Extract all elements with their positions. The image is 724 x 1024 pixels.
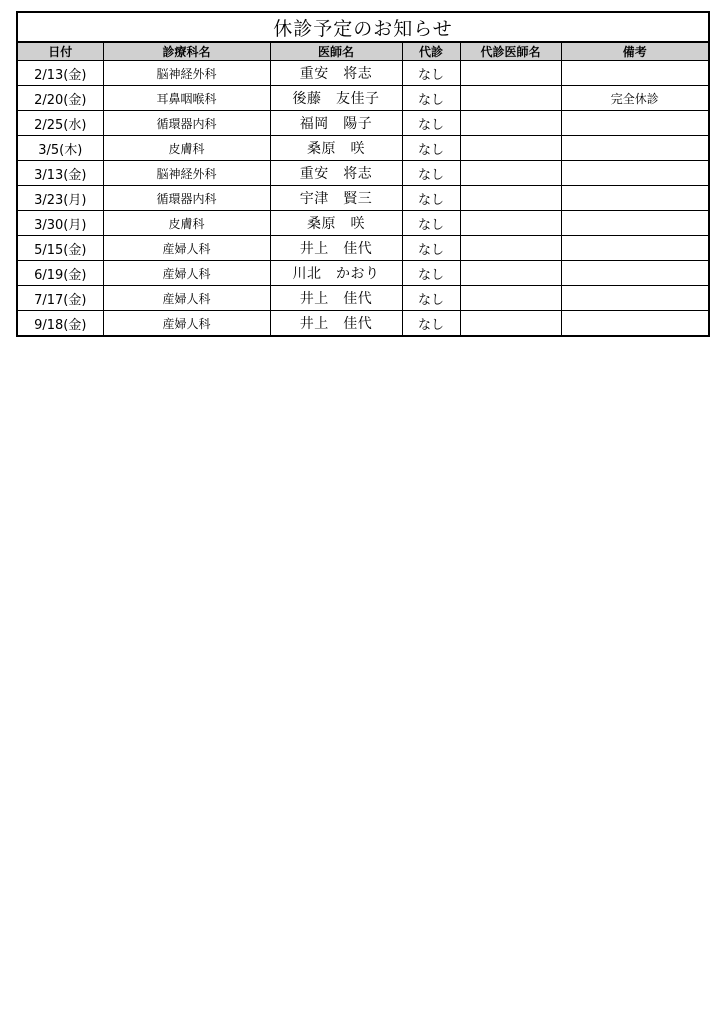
date-cell: 5/15(金) (17, 236, 103, 261)
notes-cell (561, 136, 709, 161)
substitute-doctor-cell (460, 161, 561, 186)
doctor-cell: 桑原 咲 (270, 136, 402, 161)
notes-cell (561, 111, 709, 136)
doctor-cell: 井上 佳代 (270, 311, 402, 337)
doctor-cell: 福岡 陽子 (270, 111, 402, 136)
notes-cell (561, 286, 709, 311)
table-header-row (17, 42, 709, 61)
substitute-cell: なし (402, 211, 460, 236)
table-row (17, 236, 709, 261)
substitute-cell: なし (402, 111, 460, 136)
column-header-doctor: 医師名 (270, 42, 402, 61)
table-row (17, 311, 709, 337)
notes-cell (561, 261, 709, 286)
date-cell: 3/23(月) (17, 186, 103, 211)
notes-cell (561, 311, 709, 337)
date-cell: 6/19(金) (17, 261, 103, 286)
substitute-cell: なし (402, 136, 460, 161)
date-cell: 9/18(金) (17, 311, 103, 337)
substitute-doctor-cell (460, 136, 561, 161)
table-row (17, 61, 709, 86)
substitute-doctor-cell (460, 86, 561, 111)
table-row (17, 86, 709, 111)
department-cell: 産婦人科 (103, 311, 270, 337)
doctor-cell: 重安 将志 (270, 61, 402, 86)
substitute-doctor-cell (460, 236, 561, 261)
column-header-substitute-doctor: 代診医師名 (460, 42, 561, 61)
department-cell: 皮膚科 (103, 211, 270, 236)
notes-cell (561, 61, 709, 86)
substitute-cell: なし (402, 161, 460, 186)
table-row (17, 111, 709, 136)
column-header-notes: 備考 (561, 42, 709, 61)
closure-schedule-table (16, 11, 710, 337)
department-cell: 産婦人科 (103, 286, 270, 311)
date-cell: 2/13(金) (17, 61, 103, 86)
doctor-cell: 後藤 友佳子 (270, 86, 402, 111)
substitute-doctor-cell (460, 111, 561, 136)
department-cell: 脳神経外科 (103, 61, 270, 86)
notes-cell (561, 186, 709, 211)
schedule-sheet (16, 11, 708, 337)
doctor-cell: 宇津 賢三 (270, 186, 402, 211)
department-cell: 皮膚科 (103, 136, 270, 161)
notes-cell (561, 236, 709, 261)
substitute-cell: なし (402, 286, 460, 311)
substitute-cell: なし (402, 236, 460, 261)
date-cell: 2/25(水) (17, 111, 103, 136)
table-row (17, 136, 709, 161)
substitute-doctor-cell (460, 261, 561, 286)
column-header-date: 日付 (17, 42, 103, 61)
date-cell: 3/30(月) (17, 211, 103, 236)
doctor-cell: 井上 佳代 (270, 286, 402, 311)
table-row (17, 186, 709, 211)
substitute-doctor-cell (460, 286, 561, 311)
department-cell: 耳鼻咽喉科 (103, 86, 270, 111)
department-cell: 産婦人科 (103, 261, 270, 286)
department-cell: 循環器内科 (103, 186, 270, 211)
doctor-cell: 川北 かおり (270, 261, 402, 286)
date-cell: 3/5(木) (17, 136, 103, 161)
notes-cell (561, 211, 709, 236)
substitute-cell: なし (402, 61, 460, 86)
substitute-doctor-cell (460, 186, 561, 211)
page-title: 休診予定のお知らせ (17, 12, 709, 42)
table-row (17, 211, 709, 236)
substitute-cell: なし (402, 311, 460, 337)
column-header-substitute: 代診 (402, 42, 460, 61)
substitute-cell: なし (402, 186, 460, 211)
column-header-department: 診療科名 (103, 42, 270, 61)
date-cell: 2/20(金) (17, 86, 103, 111)
doctor-cell: 井上 佳代 (270, 236, 402, 261)
substitute-doctor-cell (460, 61, 561, 86)
department-cell: 循環器内科 (103, 111, 270, 136)
date-cell: 3/13(金) (17, 161, 103, 186)
table-row (17, 161, 709, 186)
department-cell: 産婦人科 (103, 236, 270, 261)
doctor-cell: 桑原 咲 (270, 211, 402, 236)
substitute-cell: なし (402, 261, 460, 286)
notes-cell (561, 161, 709, 186)
department-cell: 脳神経外科 (103, 161, 270, 186)
date-cell: 7/17(金) (17, 286, 103, 311)
substitute-doctor-cell (460, 211, 561, 236)
notes-cell: 完全休診 (561, 86, 709, 111)
substitute-doctor-cell (460, 311, 561, 337)
substitute-cell: なし (402, 86, 460, 111)
table-row (17, 261, 709, 286)
table-row (17, 286, 709, 311)
doctor-cell: 重安 将志 (270, 161, 402, 186)
